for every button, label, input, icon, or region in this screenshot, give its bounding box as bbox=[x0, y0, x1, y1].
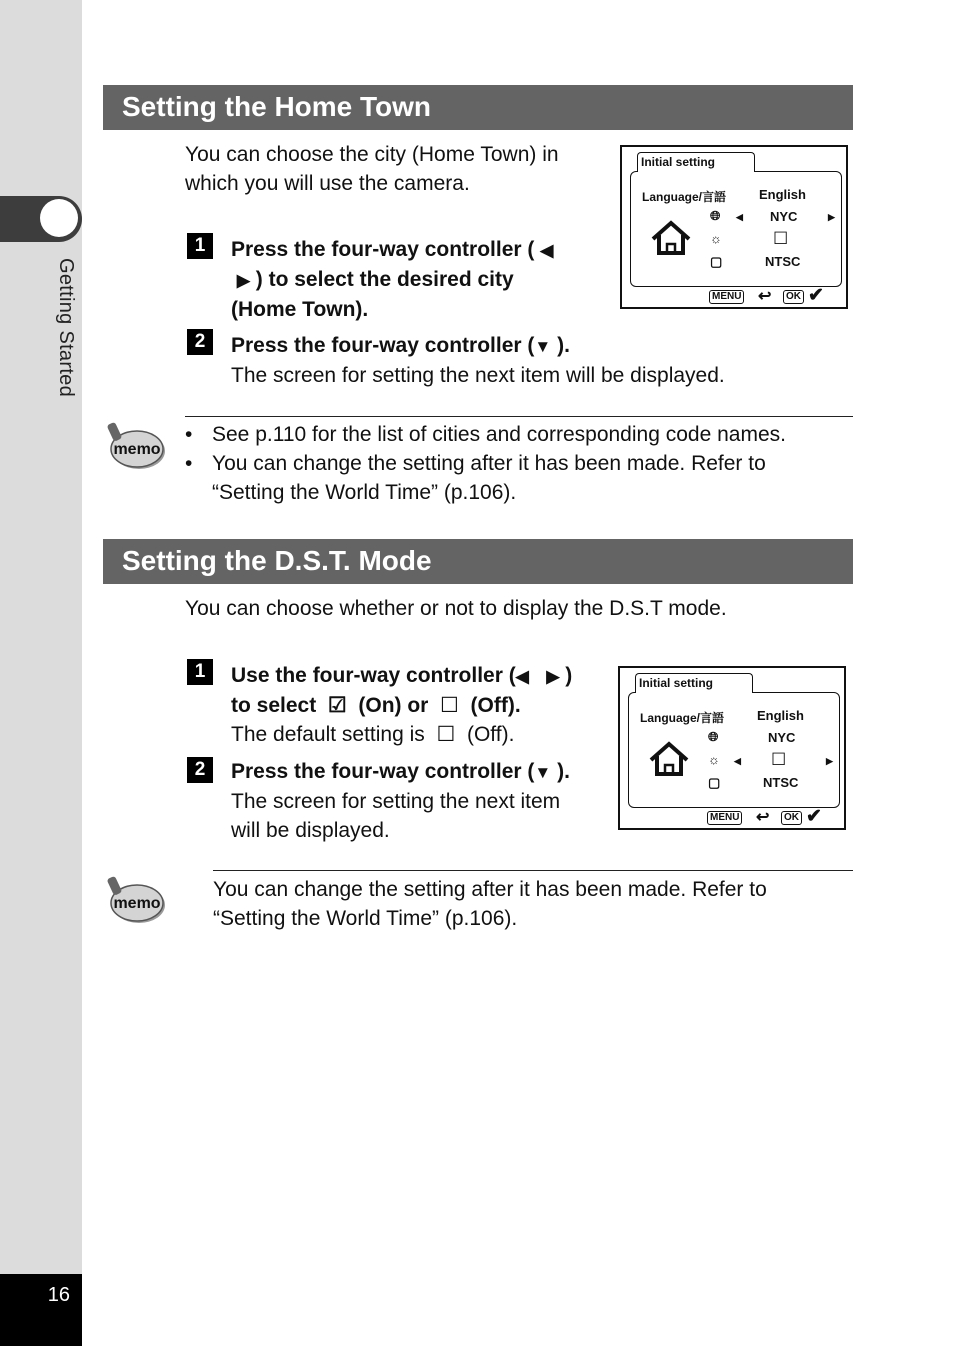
return-icon: ↩ bbox=[756, 809, 770, 826]
step-2-description: The screen for setting the next item will be displayed. bbox=[231, 364, 725, 387]
video-out-icon: ▢ bbox=[710, 254, 723, 269]
section-title: Setting the Home Town bbox=[122, 91, 432, 122]
right-arrow-icon: ▶ bbox=[236, 271, 250, 290]
dst-intro: You can choose whether or not to display the D.S.T mode. bbox=[185, 597, 727, 620]
step-2-text-a: Press the four-way controller ( bbox=[231, 334, 535, 357]
globe-icon: 🌐︎ bbox=[708, 729, 719, 744]
city-value: NYC bbox=[770, 209, 798, 224]
step-1-text-c: to select bbox=[231, 694, 317, 717]
menu-button-icon: MENU bbox=[707, 811, 742, 825]
step-1-text-b: ) to select the desired city bbox=[255, 268, 514, 291]
intro-line-1: You can choose the city (Home Town) in bbox=[185, 143, 559, 166]
language-value: English bbox=[759, 187, 806, 202]
step-1-text-c: (Home Town). bbox=[231, 298, 369, 321]
right-arrow-icon: ▶ bbox=[826, 756, 833, 766]
step-2-text-b: ). bbox=[557, 334, 570, 357]
left-arrow-icon: ◀ bbox=[734, 756, 741, 766]
memo-text: See p.110 for the list of cities and corresponding code names. bbox=[212, 423, 786, 446]
checkmark-icon: ✔ bbox=[808, 285, 824, 306]
intro-line-2: which you will use the camera. bbox=[185, 172, 470, 195]
left-arrow-icon: ◀ bbox=[540, 241, 554, 260]
dst-step-1 bbox=[231, 661, 572, 749]
right-arrow-icon: ▶ bbox=[546, 667, 560, 686]
step-1-text-b: ) bbox=[565, 664, 573, 687]
step-1-text-a: Use the four-way controller ( bbox=[231, 664, 516, 687]
language-value: English bbox=[757, 708, 804, 723]
dst-memo-line-2: “Setting the World Time” (p.106). bbox=[213, 907, 518, 930]
return-icon: ↩ bbox=[758, 288, 772, 305]
dst-step-2 bbox=[231, 757, 570, 845]
down-arrow-icon: ▼ bbox=[534, 337, 552, 356]
memo-text: You can change the setting after it has been made. Refer to bbox=[212, 452, 766, 475]
default-text-b: (Off). bbox=[466, 723, 515, 746]
camera-screen-dst bbox=[618, 666, 846, 830]
screen-tab: Initial setting bbox=[635, 673, 753, 693]
ok-button-icon: OK bbox=[781, 811, 802, 825]
chapter-label: Getting Started bbox=[55, 258, 77, 398]
step-number-2: 2 bbox=[187, 757, 213, 783]
step-2-description: will be displayed. bbox=[231, 819, 390, 842]
left-arrow-icon: ◀ bbox=[515, 667, 529, 686]
video-value: NTSC bbox=[763, 775, 799, 790]
step-number-2: 2 bbox=[187, 329, 213, 355]
memo-rule-1 bbox=[185, 416, 853, 417]
right-arrow-icon: ▶ bbox=[828, 212, 835, 222]
down-arrow-icon: ▼ bbox=[534, 763, 552, 782]
default-text-a: The default setting is bbox=[231, 723, 425, 746]
memo-label: memo bbox=[113, 441, 161, 458]
ok-button-icon: OK bbox=[783, 290, 804, 304]
step-2-text-b: ). bbox=[557, 760, 570, 783]
check-box-off-icon: ☐ bbox=[440, 694, 459, 717]
home-icon bbox=[650, 219, 692, 257]
step-2-description: The screen for setting the next item bbox=[231, 790, 561, 813]
sun-icon: ☼ bbox=[708, 752, 720, 767]
memo-rule-2 bbox=[213, 870, 853, 871]
video-out-icon: ▢ bbox=[708, 775, 721, 790]
memo-icon bbox=[106, 421, 168, 477]
chapter-marker-icon bbox=[40, 199, 78, 237]
memo-icon bbox=[106, 875, 168, 931]
section-title: Setting the D.S.T. Mode bbox=[122, 545, 432, 576]
step-number-1: 1 bbox=[187, 659, 213, 685]
globe-icon: 🌐︎ bbox=[710, 208, 721, 223]
checkmark-icon: ✔ bbox=[806, 806, 822, 827]
section-header-home-town bbox=[103, 85, 853, 130]
section-header-dst bbox=[103, 539, 853, 584]
memo-label: memo bbox=[113, 895, 161, 912]
step-1 bbox=[231, 235, 553, 324]
memo-text: “Setting the World Time” (p.106). bbox=[212, 481, 517, 504]
step-number-1: 1 bbox=[187, 233, 213, 259]
step-1-text-d: (On) or bbox=[358, 694, 429, 717]
step-1-text-e: (Off). bbox=[470, 694, 521, 717]
menu-button-icon: MENU bbox=[709, 290, 744, 304]
check-box-off-icon: ☐ bbox=[436, 723, 456, 746]
step-1-text-a: Press the four-way controller ( bbox=[231, 238, 535, 261]
dst-checkbox-icon: ☐ bbox=[773, 229, 789, 248]
home-icon bbox=[648, 740, 690, 778]
video-value: NTSC bbox=[765, 254, 801, 269]
step-2 bbox=[231, 331, 725, 390]
language-label: Language/言語 bbox=[640, 711, 725, 725]
dst-checkbox-icon: ☐ bbox=[771, 750, 787, 769]
check-box-on-icon: ☑ bbox=[327, 694, 347, 717]
left-arrow-icon: ◀ bbox=[736, 212, 743, 222]
dst-memo-line-1: You can change the setting after it has been made. Refer to bbox=[213, 878, 767, 901]
step-2-text-a: Press the four-way controller ( bbox=[231, 760, 535, 783]
language-label: Language/言語 bbox=[642, 190, 727, 204]
sun-icon: ☼ bbox=[710, 231, 722, 246]
screen-tab: Initial setting bbox=[637, 152, 755, 172]
city-value: NYC bbox=[768, 730, 796, 745]
page-number: 16 bbox=[47, 1284, 70, 1306]
camera-screen-home-town bbox=[620, 145, 848, 309]
